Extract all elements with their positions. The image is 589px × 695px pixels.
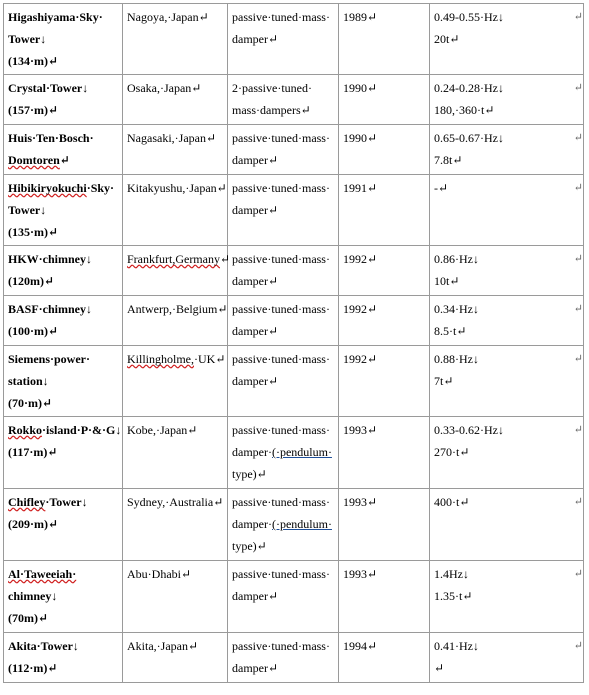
cell-type[interactable]: [228, 561, 339, 633]
row-end-mark: ↵: [573, 303, 583, 315]
cell-name[interactable]: [4, 296, 123, 346]
cell-type[interactable]: [228, 125, 339, 175]
data-line: 7.8t↵: [434, 153, 463, 167]
data-line: ↵: [434, 661, 445, 675]
table-row: [4, 489, 584, 561]
cell-location[interactable]: [123, 346, 228, 417]
cell-name[interactable]: [4, 125, 123, 175]
cell-data[interactable]: [430, 489, 584, 561]
name-line: chimney↓: [8, 589, 58, 603]
table-row: [4, 125, 584, 175]
name-line: HKW·chimney↓: [8, 252, 92, 266]
location-line: Kitakyushu,·Japan↵: [127, 181, 227, 195]
data-line: 0.88·Hz↓: [434, 352, 479, 366]
table-row: [4, 175, 584, 246]
cell-data[interactable]: [430, 175, 584, 246]
name-line: (120m)↵: [8, 274, 55, 288]
cell-type[interactable]: [228, 4, 339, 75]
name-line: BASF·chimney↓: [8, 302, 93, 316]
type-line: damper·(·pendulum·: [232, 445, 332, 459]
name-line: (134·m)↵: [8, 54, 59, 68]
cell-name[interactable]: [4, 633, 123, 683]
row-end-mark: ↵: [573, 132, 583, 144]
year-line: 1990↵: [343, 131, 378, 145]
cell-type[interactable]: [228, 489, 339, 561]
data-line: 270·t↵: [434, 445, 470, 459]
type-line: damper↵: [232, 324, 279, 338]
type-line: damper↵: [232, 661, 279, 675]
cell-type[interactable]: [228, 75, 339, 125]
row-end-mark: ↵: [573, 424, 583, 436]
cell-type[interactable]: [228, 633, 339, 683]
data-line: 1.35·t↵: [434, 589, 473, 603]
name-line: Hibikiryokuchi·Sky·: [8, 181, 115, 195]
table-row: [4, 246, 584, 296]
location-line: Abu·Dhabi↵: [127, 567, 192, 581]
location-line: Nagasaki,·Japan↵: [127, 131, 217, 145]
name-line: Crystal·Tower↓: [8, 81, 89, 95]
cell-year[interactable]: [339, 4, 430, 75]
cell-year[interactable]: [339, 417, 430, 489]
location-line: Sydney,·Australia↵: [127, 495, 224, 509]
cell-name[interactable]: [4, 75, 123, 125]
cell-year[interactable]: [339, 75, 430, 125]
type-line: passive·tuned·mass·: [232, 495, 330, 509]
name-line: Akita·Tower↓: [8, 639, 79, 653]
table-row: [4, 561, 584, 633]
cell-name[interactable]: [4, 489, 123, 561]
type-line: type)↵: [232, 467, 267, 481]
cell-name[interactable]: [4, 561, 123, 633]
name-line: (100·m)↵: [8, 324, 59, 338]
year-line: 1991↵: [343, 181, 378, 195]
cell-type[interactable]: [228, 346, 339, 417]
year-line: 1990↵: [343, 81, 378, 95]
name-line: (117·m)↵: [8, 445, 58, 459]
data-line: 8.5·t↵: [434, 324, 467, 338]
type-line: type)↵: [232, 539, 267, 553]
location-line: Kobe,·Japan↵: [127, 423, 198, 437]
cell-name[interactable]: [4, 4, 123, 75]
row-end-mark: ↵: [573, 353, 583, 365]
data-line: 0.41·Hz↓: [434, 639, 479, 653]
table-row: [4, 346, 584, 417]
cell-data[interactable]: [430, 4, 584, 75]
name-line: Rokko·island·P·&·G↓: [8, 423, 122, 437]
dampers-table: [3, 3, 584, 683]
cell-data[interactable]: [430, 346, 584, 417]
name-line: Chifley·Tower↓: [8, 495, 88, 509]
data-line: 0.49-0.55·Hz↓: [434, 10, 504, 24]
table-row: [4, 4, 584, 75]
cell-location[interactable]: [123, 561, 228, 633]
type-line: damper↵: [232, 32, 279, 46]
type-line: 2·passive·tuned·: [232, 81, 312, 95]
type-line: damper↵: [232, 203, 279, 217]
type-line: mass·dampers↵: [232, 103, 311, 117]
type-line: passive·tuned·mass·: [232, 302, 330, 316]
cell-type[interactable]: [228, 417, 339, 489]
cell-name[interactable]: [4, 246, 123, 296]
location-line: Nagoya,·Japan↵: [127, 10, 209, 24]
type-line: damper·(·pendulum·: [232, 517, 332, 531]
name-line: (135·m)↵: [8, 225, 59, 239]
name-line: Tower↓: [8, 203, 47, 217]
cell-location[interactable]: [123, 175, 228, 246]
location-line: Akita,·Japan↵: [127, 639, 199, 653]
row-end-mark: ↵: [573, 82, 583, 94]
data-line: 10t↵: [434, 274, 460, 288]
location-line: Antwerp,·Belgium↵: [127, 302, 228, 316]
cell-year[interactable]: [339, 346, 430, 417]
row-end-mark: ↵: [573, 640, 583, 652]
data-line: 0.65-0.67·Hz↓: [434, 131, 504, 145]
row-end-mark: ↵: [573, 496, 583, 508]
type-line: passive·tuned·mass·: [232, 567, 330, 581]
year-line: 1992↵: [343, 302, 378, 316]
row-end-mark: ↵: [573, 182, 583, 194]
data-line: 180,·360·t↵: [434, 103, 495, 117]
cell-type[interactable]: [228, 296, 339, 346]
cell-location[interactable]: [123, 633, 228, 683]
name-line: station↓: [8, 374, 49, 388]
name-line: (70·m)↵: [8, 396, 53, 410]
type-line: passive·tuned·mass·: [232, 181, 330, 195]
type-line: passive·tuned·mass·: [232, 639, 330, 653]
location-line: Osaka,·Japan↵: [127, 81, 202, 95]
cell-year[interactable]: [339, 489, 430, 561]
cell-location[interactable]: [123, 417, 228, 489]
name-line: (209·m)↵: [8, 517, 59, 531]
cell-data[interactable]: [430, 75, 584, 125]
table-row: [4, 633, 584, 683]
type-line: passive·tuned·mass·: [232, 252, 330, 266]
cell-data[interactable]: [430, 246, 584, 296]
cell-name[interactable]: [4, 417, 123, 489]
data-line: 0.34·Hz↓: [434, 302, 479, 316]
table-body: [4, 4, 584, 683]
name-line: Tower↓: [8, 32, 47, 46]
type-line: damper↵: [232, 374, 279, 388]
year-line: 1992↵: [343, 352, 378, 366]
cell-location[interactable]: [123, 489, 228, 561]
cell-name[interactable]: [4, 175, 123, 246]
data-line: 0.33-0.62·Hz↓: [434, 423, 504, 437]
data-line: 20t↵: [434, 32, 460, 46]
location-line: Frankfurt,Germany↵: [127, 252, 231, 266]
name-line: Domtoren↵: [8, 153, 70, 167]
type-line: damper↵: [232, 274, 279, 288]
cell-location[interactable]: [123, 75, 228, 125]
data-line: 0.86·Hz↓: [434, 252, 479, 266]
cell-location[interactable]: [123, 125, 228, 175]
cell-name[interactable]: [4, 346, 123, 417]
name-line: Siemens·power·: [8, 352, 90, 366]
type-line: passive·tuned·mass·: [232, 352, 330, 366]
name-line: Al·Taweeiah·: [8, 567, 77, 581]
year-line: 1994↵: [343, 639, 378, 653]
cell-type[interactable]: [228, 246, 339, 296]
cell-data[interactable]: [430, 633, 584, 683]
name-line: Higashiyama·Sky·: [8, 10, 103, 24]
year-line: 1989↵: [343, 10, 378, 24]
row-end-mark: ↵: [573, 568, 583, 580]
cell-data[interactable]: [430, 296, 584, 346]
name-line: (112·m)↵: [8, 661, 58, 675]
data-line: 7t↵: [434, 374, 454, 388]
year-line: 1992↵: [343, 252, 378, 266]
cell-year[interactable]: [339, 125, 430, 175]
table-row: [4, 75, 584, 125]
cell-type[interactable]: [228, 175, 339, 246]
cell-data[interactable]: [430, 125, 584, 175]
type-line: passive·tuned·mass·: [232, 10, 330, 24]
cell-year[interactable]: [339, 296, 430, 346]
cell-data[interactable]: [430, 417, 584, 489]
data-line: 0.24-0.28·Hz↓: [434, 81, 504, 95]
type-line: passive·tuned·mass·: [232, 423, 330, 437]
table-row: [4, 417, 584, 489]
type-line: passive·tuned·mass·: [232, 131, 330, 145]
cell-location[interactable]: [123, 246, 231, 296]
type-line: damper↵: [232, 589, 279, 603]
data-line: 400·t↵: [434, 495, 470, 509]
cell-location[interactable]: [123, 296, 228, 346]
table-row: [4, 296, 584, 346]
data-line: 1.4Hz↓: [434, 567, 469, 581]
cell-location[interactable]: [123, 4, 228, 75]
cell-data[interactable]: [430, 561, 584, 633]
data-line: -↵: [434, 181, 449, 195]
year-line: 1993↵: [343, 495, 378, 509]
row-end-mark: ↵: [573, 253, 583, 265]
cell-year[interactable]: [339, 175, 430, 246]
name-line: (70m)↵: [8, 611, 49, 625]
cell-year[interactable]: [339, 246, 430, 296]
cell-year[interactable]: [339, 633, 430, 683]
cell-year[interactable]: [339, 561, 430, 633]
type-line: damper↵: [232, 153, 279, 167]
name-line: (157·m)↵: [8, 103, 59, 117]
location-line: Killingholme,·UK↵: [127, 352, 226, 366]
name-line: Huis·Ten·Bosch·: [8, 131, 94, 145]
year-line: 1993↵: [343, 423, 378, 437]
row-end-mark: ↵: [573, 11, 583, 23]
year-line: 1993↵: [343, 567, 378, 581]
